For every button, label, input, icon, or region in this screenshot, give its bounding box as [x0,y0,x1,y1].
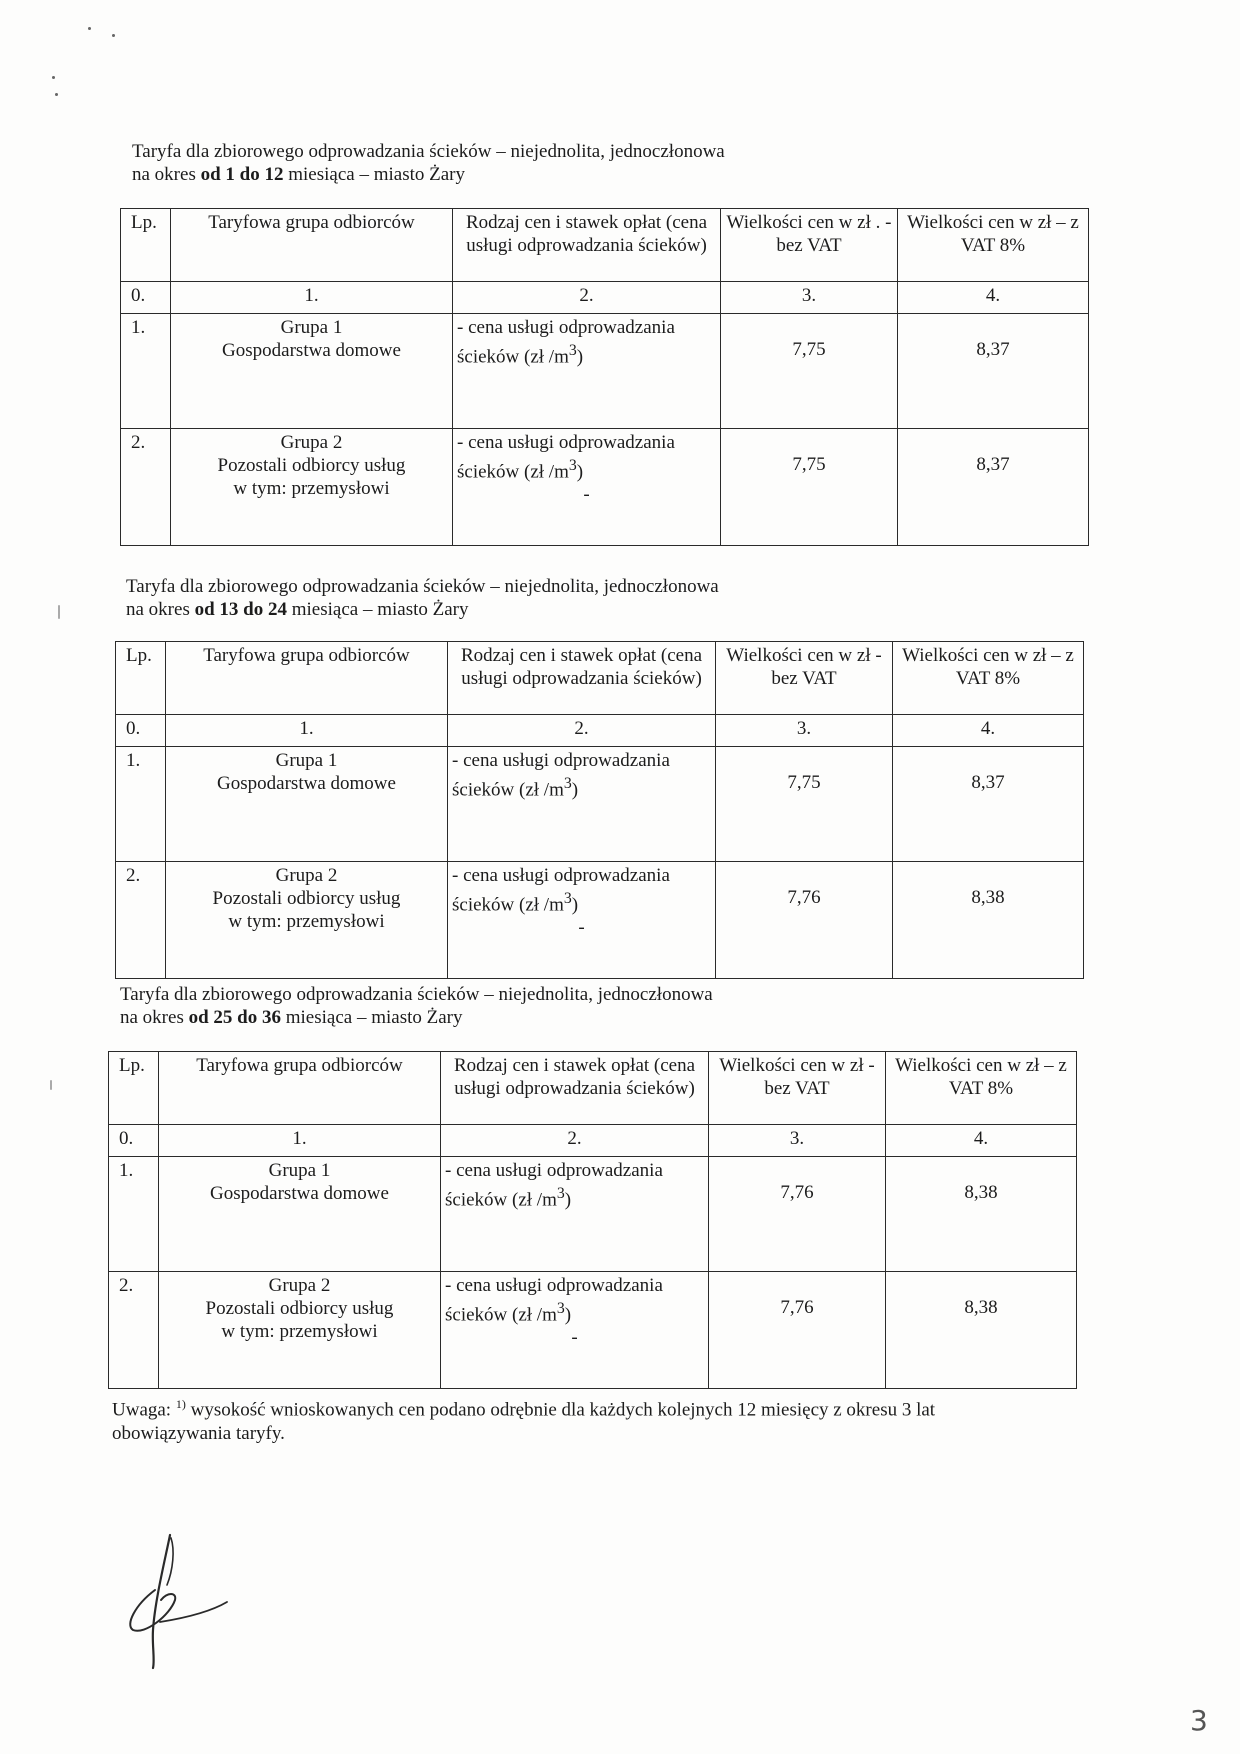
col-header-lp: Lp. [116,642,166,715]
row-group [166,862,448,979]
tariff-heading-period-line [126,598,719,621]
row-kind [453,314,721,429]
row-net-price: 7,76 [709,1272,886,1389]
handwritten-signature [115,1530,245,1670]
row-lp: 1. [109,1157,159,1272]
period-range: od 1 do 12 [200,164,284,185]
kind-extra: - [571,1327,578,1349]
col-header-kind: Rodzaj cen i stawek opłat (cena usługi odprowadzania ścieków) [448,642,716,715]
kind-text: - cena usługi odprowadzania ścieków (zł /m [452,750,670,801]
period-suffix: miesiąca – miasto Żary [280,1007,463,1028]
unit-close: ) [576,461,584,483]
col-header-gross: Wielkości cen w zł – z VAT 8% [893,642,1084,715]
period-range: od 25 do 36 [188,1007,281,1028]
row-gross-price: 8,37 [893,747,1084,862]
index-cell: 2. [441,1125,709,1157]
period-prefix: na okres [126,599,195,620]
kind-text: - cena usługi odprowadzania ścieków (zł /m [445,1275,663,1326]
group-desc: Pozostali odbiorcy usług [212,888,401,909]
group-desc: Gospodarstwa domowe [222,340,401,361]
group-name: Grupa 2 [280,432,343,453]
footnote-marker: 1) [175,1397,186,1411]
unit-exponent: 3 [556,1300,565,1317]
tariff-heading-period-line [132,163,725,186]
unit-close: ) [571,779,579,801]
col-header-lp: Lp. [121,209,171,282]
footnote-label: Uwaga: [112,1399,172,1421]
tariff-heading-line: Taryfa dla zbiorowego odprowadzania ścieków – niejednolita, jednoczłonowa [120,984,713,1005]
unit-exponent: 3 [556,1185,565,1202]
row-net-price: 7,76 [716,862,893,979]
period-range: od 13 do 24 [194,599,287,620]
col-header-lp: Lp. [109,1052,159,1125]
table-row [116,862,1084,979]
index-row [121,282,1089,314]
col-header-gross: Wielkości cen w zł – z VAT 8% [898,209,1089,282]
kind-extra: - [578,917,585,939]
index-cell: 4. [898,282,1089,314]
unit-exponent: 3 [568,342,577,359]
col-header-kind: Rodzaj cen i stawek opłat (cena usługi odprowadzania ścieków) [453,209,721,282]
col-header-group: Taryfowa grupa odbiorców [159,1052,441,1125]
row-net-price: 7,76 [709,1157,886,1272]
period-suffix: miesiąca – miasto Żary [283,164,465,185]
period-prefix: na okres [120,1007,189,1028]
col-header-group: Taryfowa grupa odbiorców [171,209,453,282]
index-cell: 2. [453,282,721,314]
row-kind [448,862,716,979]
group-desc: Pozostali odbiorcy usług [217,455,406,476]
row-lp: 2. [109,1272,159,1389]
row-net-price: 7,75 [716,747,893,862]
unit-exponent: 3 [568,457,577,474]
unit-exponent: 3 [563,890,572,907]
index-cell: 3. [721,282,898,314]
tariff-heading [126,575,719,621]
group-sub: w tym: przemysłowi [233,478,390,499]
col-header-kind: Rodzaj cen i stawek opłat (cena usługi odprowadzania ścieków) [441,1052,709,1125]
tariff-heading-line: Taryfa dla zbiorowego odprowadzania ścieków – niejednolita, jednoczłonowa [126,576,719,597]
unit-close: ) [576,346,584,368]
kind-text: - cena usługi odprowadzania ścieków (zł /m [445,1160,663,1211]
row-kind [448,747,716,862]
unit-exponent: 3 [563,775,572,792]
row-gross-price: 8,38 [893,862,1084,979]
group-name: Grupa 1 [275,750,338,771]
tariff-heading-period-line [120,1006,713,1029]
unit-close: ) [571,894,579,916]
period-prefix: na okres [132,164,201,185]
scan-speck [55,93,58,96]
row-group [159,1272,441,1389]
tariff-table [120,208,1089,546]
row-group [171,429,453,546]
tariff-table [108,1051,1077,1389]
row-kind [441,1272,709,1389]
index-cell: 1. [171,282,453,314]
tariff-heading [120,983,713,1029]
row-gross-price: 8,38 [886,1272,1077,1389]
index-cell: 4. [886,1125,1077,1157]
scan-speck [52,76,55,79]
index-row [109,1125,1077,1157]
tariff-heading-line: Taryfa dla zbiorowego odprowadzania ścieków – niejednolita, jednoczłonowa [132,141,725,162]
kind-extra: - [583,484,590,506]
table-row [109,1272,1077,1389]
col-header-net: Wielkości cen w zł - bez VAT [709,1052,886,1125]
period-suffix: miesiąca – miasto Żary [286,599,469,620]
group-desc: Gospodarstwa domowe [217,773,396,794]
row-kind [441,1157,709,1272]
row-gross-price: 8,37 [898,314,1089,429]
row-group [166,747,448,862]
table-row [121,429,1089,546]
row-lp: 1. [121,314,171,429]
col-header-group: Taryfowa grupa odbiorców [166,642,448,715]
col-header-gross: Wielkości cen w zł – z VAT 8% [886,1052,1077,1125]
scan-speck [50,1080,52,1090]
scan-speck [88,27,91,30]
tariff-table [115,641,1084,979]
group-sub: w tym: przemysłowi [221,1321,378,1342]
index-cell: 3. [716,715,893,747]
group-name: Grupa 1 [280,317,343,338]
group-name: Grupa 1 [268,1160,331,1181]
index-cell: 4. [893,715,1084,747]
col-header-net: Wielkości cen w zł - bez VAT [716,642,893,715]
scan-speck [58,605,60,619]
kind-text: - cena usługi odprowadzania ścieków (zł /m [452,865,670,916]
table-row [121,314,1089,429]
row-group [159,1157,441,1272]
index-cell: 3. [709,1125,886,1157]
footnote [112,1392,1032,1446]
scan-speck [112,34,115,37]
group-desc: Pozostali odbiorcy usług [205,1298,394,1319]
group-name: Grupa 2 [275,865,338,886]
row-lp: 1. [116,747,166,862]
tariff-heading [132,140,725,186]
index-cell: 0. [109,1125,159,1157]
unit-close: ) [564,1189,572,1211]
unit-close: ) [564,1304,572,1326]
index-row [116,715,1084,747]
row-gross-price: 8,37 [898,429,1089,546]
row-net-price: 7,75 [721,314,898,429]
row-net-price: 7,75 [721,429,898,546]
row-kind [453,429,721,546]
table-row [109,1157,1077,1272]
footnote-text: wysokość wnioskowanych cen podano odrębnie dla każdych kolejnych 12 miesięcy z okresu 3 lat obowiązywania taryfy. [112,1399,936,1445]
row-gross-price: 8,38 [886,1157,1077,1272]
index-cell: 0. [116,715,166,747]
kind-text: - cena usługi odprowadzania ścieków (zł /m [457,317,675,368]
group-desc: Gospodarstwa domowe [210,1183,389,1204]
index-cell: 0. [121,282,171,314]
row-lp: 2. [116,862,166,979]
index-cell: 1. [166,715,448,747]
row-group [171,314,453,429]
group-sub: w tym: przemysłowi [228,911,385,932]
group-name: Grupa 2 [268,1275,331,1296]
kind-text: - cena usługi odprowadzania ścieków (zł /m [457,432,675,483]
index-cell: 2. [448,715,716,747]
page-number: 3 [1190,1704,1208,1737]
row-lp: 2. [121,429,171,546]
table-row [116,747,1084,862]
col-header-net: Wielkości cen w zł . - bez VAT [721,209,898,282]
index-cell: 1. [159,1125,441,1157]
